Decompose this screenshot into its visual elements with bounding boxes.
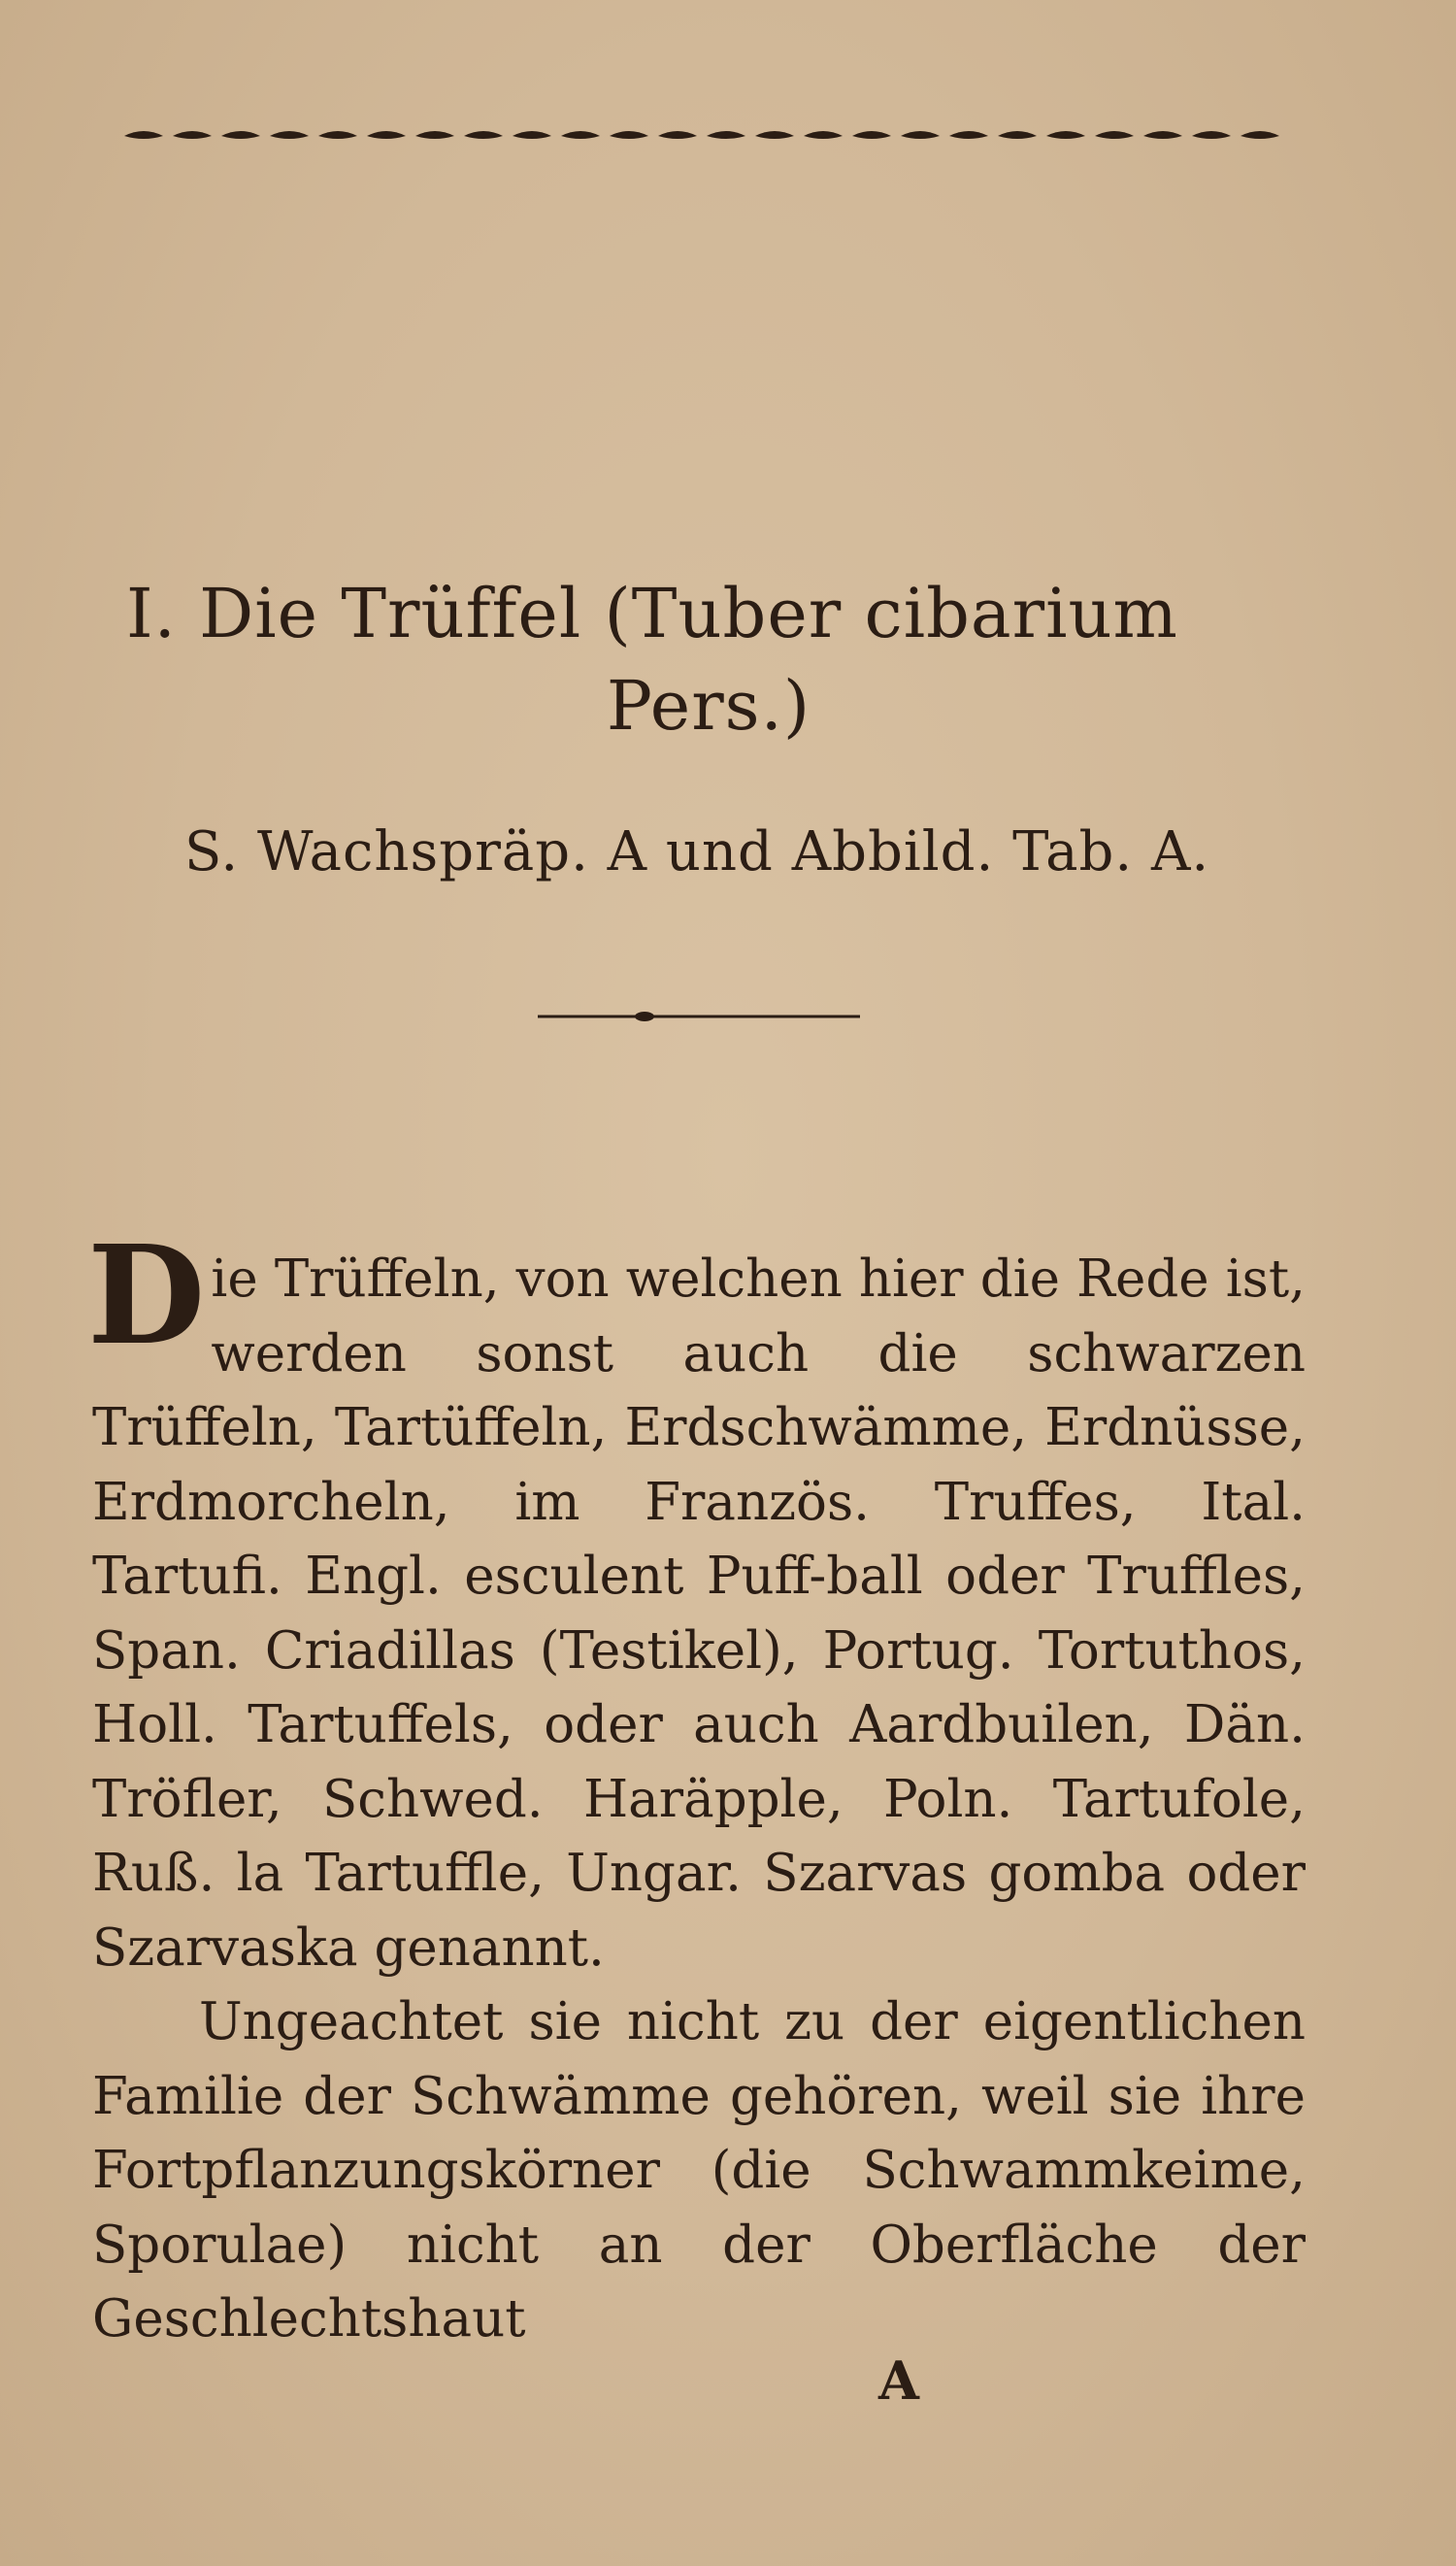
paragraph-2: Ungeachtet sie nicht zu der eigentlichen Familie der Schwämme gehören, weil sie ihre Fortpflanzungskörner (die Schwammkeime, Sporulae) nicht an der Oberfläche der Geschlechtshaut bbox=[92, 1992, 1306, 2349]
heading-line-1: I. Die Trüffel (Tuber cibarium bbox=[126, 574, 1178, 653]
paragraph-1-text: ie Trüffeln, von welchen hier die Rede ist, werden sonst auch die schwarzen Trüffeln, Tartüffeln, Erdschwämme, Erdnüsse, Erdmorcheln, im Französ. Truffes, Ital. Tartufi. Engl. esculent Puff-ball oder Truffles, Span. Criadillas (Testikel), Portug. Tortuthos, Holl. Tartuffels, oder auch Aardbuilen, Dän. Tröfler, Schwed. Haräpple, Poln. Tartufole, Ruß. la Tartuffle, Ungar. Szarvas gomba oder Szarvaska genannt. bbox=[92, 1250, 1306, 1978]
divider-rule bbox=[538, 1010, 860, 1023]
chapter-heading bbox=[126, 568, 1291, 752]
specimen-reference: S. Wachspräp. A und Abbild. Tab. A. bbox=[184, 820, 1210, 883]
heading-line-2: Pers.) bbox=[606, 666, 811, 746]
paragraph-1 bbox=[87, 1216, 1306, 1985]
drop-cap: D bbox=[87, 1216, 206, 1376]
body-text bbox=[87, 1216, 1306, 2357]
ornamental-border bbox=[124, 115, 1299, 153]
signature-mark: A bbox=[878, 2349, 919, 2412]
